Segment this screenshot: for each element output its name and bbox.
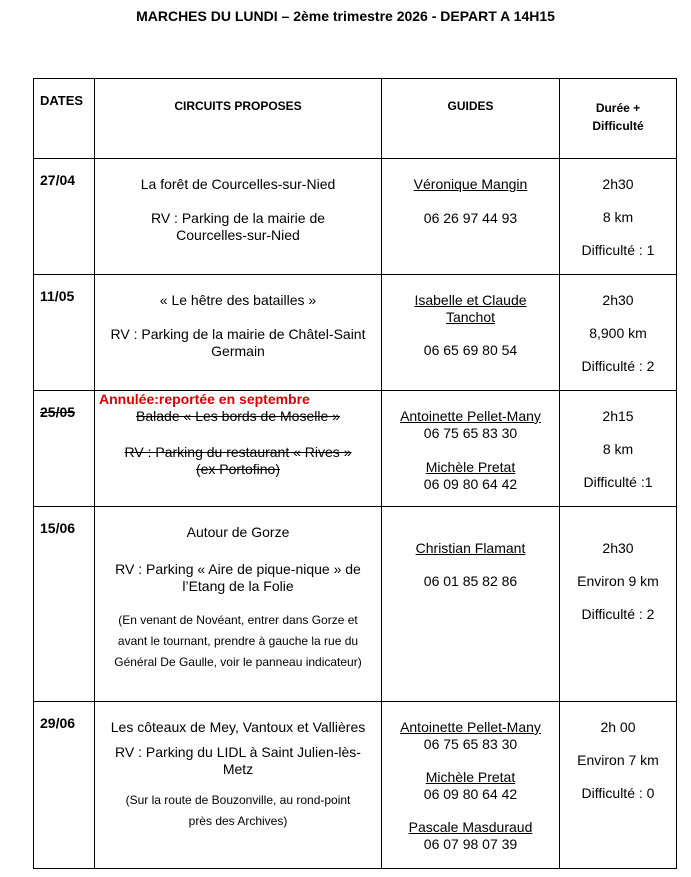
circuit-title: « Le hêtre des batailles » — [159, 292, 317, 308]
table-row-cancelled — [34, 391, 677, 507]
guide-name: Véronique Mangin — [413, 176, 528, 192]
row-circuit — [95, 275, 382, 391]
distance-value: 8,900 km — [589, 325, 647, 341]
header-duration-line2: Difficulté — [592, 119, 644, 133]
circuit-rv-line2: (ex Portofino) — [195, 461, 281, 477]
circuit-note-line1: (En venant de Novéant, entrer dans Gorze et — [118, 613, 358, 627]
table-row — [34, 702, 677, 869]
row-duration — [560, 391, 677, 507]
guide-phone: 06 65 69 80 54 — [423, 342, 518, 358]
guide-phone: 06 09 80 64 42 — [423, 476, 518, 492]
difficulty-value: Difficulté : 2 — [581, 606, 655, 622]
duration-value: 2h15 — [602, 408, 634, 424]
difficulty-value: Difficulté :1 — [583, 474, 653, 490]
row-circuit — [95, 702, 382, 869]
guide-name: Christian Flamant — [415, 540, 526, 556]
table-row — [34, 507, 677, 702]
row-circuit — [95, 159, 382, 275]
guide-phone: 06 75 65 83 30 — [423, 736, 518, 752]
row-date: 25/05 — [34, 391, 95, 507]
difficulty-value: Difficulté : 0 — [581, 785, 655, 801]
duration-value: 2h30 — [602, 540, 634, 556]
table-row — [34, 275, 677, 391]
table-header-row — [34, 79, 677, 159]
circuit-rv-line1: RV : Parking « Aire de pique-nique » de — [115, 561, 361, 577]
header-guides: GUIDES — [382, 79, 560, 159]
distance-value: 8 km — [602, 209, 634, 225]
distance-value: Environ 9 km — [577, 573, 659, 589]
distance-value: 8 km — [602, 441, 634, 457]
guide-phone: 06 07 98 07 39 — [423, 836, 518, 852]
row-duration — [560, 702, 677, 869]
circuit-rv-line2: l’Etang de la Folie — [182, 578, 294, 594]
guide-name: Michèle Pretat — [425, 769, 516, 785]
guide-name: Michèle Pretat — [425, 459, 516, 475]
circuit-rv-line1: RV : Parking de la mairie de — [150, 210, 326, 226]
row-guides — [382, 159, 560, 275]
header-circuits: CIRCUITS PROPOSES — [95, 79, 382, 159]
header-duration-line1: Durée + — [595, 101, 641, 115]
document-title: MARCHES DU LUNDI – 2ème trimestre 2026 - DEPART A 14H15 — [136, 8, 555, 24]
circuit-rv-line1: RV : Parking de la mairie de Châtel-Saint — [110, 326, 366, 342]
guide-phone: 06 09 80 64 42 — [423, 786, 518, 802]
row-date: 11/05 — [34, 275, 95, 391]
schedule-table — [33, 78, 677, 869]
table-row — [34, 159, 677, 275]
row-guides — [382, 275, 560, 391]
guide-name: Antoinette Pellet-Many — [400, 408, 541, 424]
circuit-note-line1: (Sur la route de Bouzonville, au rond-point — [125, 793, 351, 807]
header-dates: DATES — [34, 79, 95, 159]
guide-name: Antoinette Pellet-Many — [400, 719, 541, 735]
row-date: 27/04 — [34, 159, 95, 275]
duration-value: 2h30 — [602, 292, 634, 308]
guide-name-line1: Isabelle et Claude — [414, 292, 527, 308]
duration-value: 2h30 — [602, 176, 634, 192]
circuit-rv-line2: Germain — [211, 343, 265, 359]
header-duration — [560, 79, 677, 159]
circuit-rv-line1: RV : Parking du restaurant « Rives » — [124, 444, 352, 460]
circuit-title: Les côteaux de Mey, Vantoux et Vallières — [110, 719, 366, 735]
circuit-note-line2: près des Archives) — [188, 814, 288, 828]
circuit-note-line2: avant le tournant, prendre à gauche la rue du — [117, 634, 359, 648]
guide-name-line2: Tanchot — [445, 309, 496, 325]
guide-name: Pascale Masduraud — [408, 819, 533, 835]
circuit-rv-line2: Courcelles-sur-Nied — [176, 227, 300, 243]
distance-value: Environ 7 km — [577, 752, 659, 768]
circuit-rv-line1: RV : Parking du LIDL à Saint Julien-lès- — [115, 744, 361, 760]
circuit-title: Balade « Les bords de Moselle » — [136, 408, 340, 424]
difficulty-value: Difficulté : 1 — [581, 242, 655, 258]
circuit-title: Autour de Gorze — [186, 524, 290, 540]
row-guides — [382, 391, 560, 507]
row-circuit — [95, 507, 382, 702]
circuit-note-line3: Général De Gaulle, voir le panneau indicateur) — [114, 655, 362, 669]
row-guides — [382, 702, 560, 869]
guide-phone: 06 75 65 83 30 — [423, 425, 518, 441]
guide-phone: 06 26 97 44 93 — [423, 210, 518, 226]
row-duration — [560, 159, 677, 275]
circuit-rv-line2: Metz — [222, 761, 254, 777]
row-duration — [560, 507, 677, 702]
difficulty-value: Difficulté : 2 — [581, 358, 655, 374]
duration-value: 2h 00 — [600, 719, 636, 735]
guide-phone: 06 01 85 82 86 — [423, 573, 518, 589]
cancel-note: Annulée:reportée en septembre — [99, 391, 310, 407]
row-date: 29/06 — [34, 702, 95, 869]
row-guides — [382, 507, 560, 702]
row-date: 15/06 — [34, 507, 95, 702]
row-duration — [560, 275, 677, 391]
circuit-title: La forêt de Courcelles-sur-Nied — [140, 176, 336, 192]
row-circuit — [95, 391, 382, 507]
